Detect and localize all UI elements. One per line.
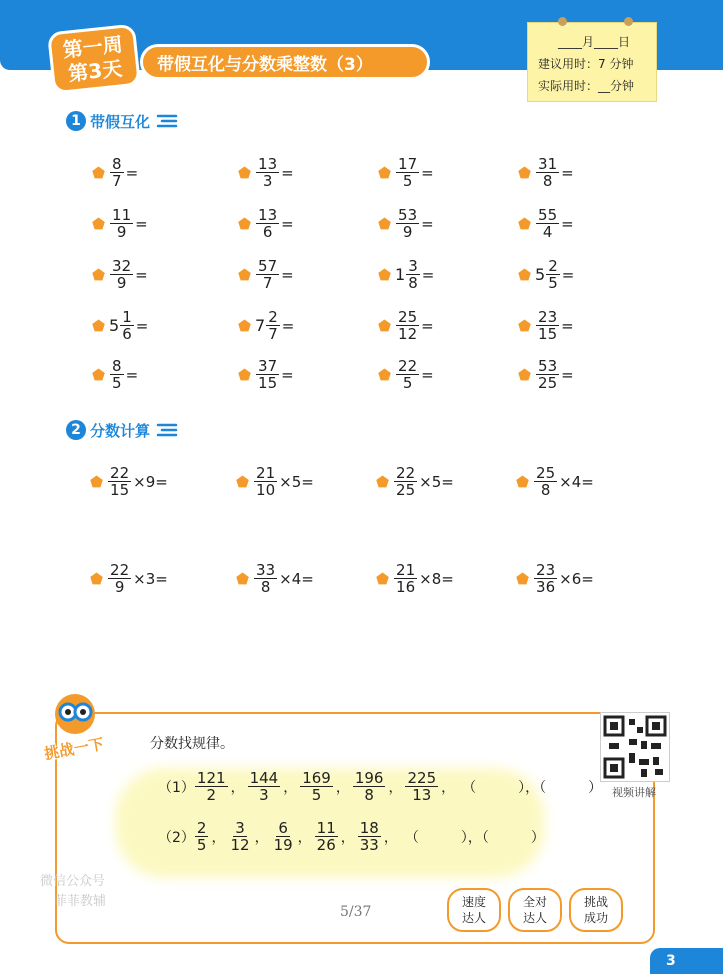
sequence-fraction bbox=[195, 770, 228, 803]
operator: = bbox=[125, 163, 139, 182]
star-icon: ⬟ bbox=[236, 472, 250, 491]
numerator: 23 bbox=[538, 308, 558, 326]
denominator: 9 bbox=[116, 274, 127, 292]
badge-line: 达人 bbox=[461, 911, 486, 925]
sequence-fraction bbox=[405, 770, 438, 803]
star-icon: ⬟ bbox=[238, 214, 252, 233]
star-icon: ⬟ bbox=[516, 569, 530, 588]
sequence-fraction bbox=[248, 770, 281, 803]
separator: ， bbox=[335, 779, 350, 796]
operator: = bbox=[561, 163, 574, 182]
exercise-item bbox=[518, 207, 574, 240]
numerator: 22 bbox=[110, 464, 130, 482]
separator: ， bbox=[297, 829, 312, 846]
denominator: 26 bbox=[316, 836, 336, 854]
star-icon: ⬟ bbox=[92, 316, 106, 335]
numerator: 1 bbox=[122, 308, 132, 326]
operator: = bbox=[421, 365, 434, 384]
denominator: 7 bbox=[112, 172, 122, 190]
exercise-item bbox=[92, 258, 148, 291]
numerator: 8 bbox=[112, 357, 122, 375]
denominator: 5 bbox=[112, 374, 122, 392]
denominator: 36 bbox=[536, 578, 556, 596]
denominator: 16 bbox=[396, 578, 416, 596]
denominator: 25 bbox=[396, 481, 416, 499]
exercise-item bbox=[376, 465, 454, 498]
operator: = bbox=[421, 163, 434, 182]
separator: ， bbox=[230, 779, 245, 796]
exercise-item bbox=[376, 562, 454, 595]
fraction bbox=[256, 156, 279, 189]
operator: = bbox=[135, 316, 149, 335]
exercise-item bbox=[238, 258, 294, 291]
numerator: 25 bbox=[536, 464, 556, 482]
badge-line: 成功 bbox=[583, 911, 608, 925]
denominator: 6 bbox=[122, 325, 132, 343]
star-icon: ⬟ bbox=[378, 163, 392, 182]
numerator: 53 bbox=[398, 206, 418, 224]
whole-number: 1 bbox=[395, 265, 406, 284]
numerator: 23 bbox=[536, 561, 556, 579]
denominator: 8 bbox=[364, 786, 374, 804]
star-icon: ⬟ bbox=[516, 472, 530, 491]
exercise-item bbox=[516, 465, 594, 498]
sequence-fraction bbox=[358, 820, 381, 853]
star-icon: ⬟ bbox=[92, 365, 106, 384]
numerator: 37 bbox=[258, 357, 278, 375]
operator: = bbox=[135, 265, 148, 284]
numerator: 57 bbox=[258, 257, 278, 275]
numerator: 225 bbox=[407, 769, 437, 787]
answer-blanks[interactable]: （ ），（ ） bbox=[404, 829, 545, 846]
exercise-item bbox=[378, 358, 434, 391]
qr-label: 视频讲解 bbox=[612, 786, 656, 799]
sequence-fraction bbox=[272, 820, 295, 853]
numerator: 18 bbox=[359, 819, 379, 837]
denominator: 6 bbox=[262, 223, 273, 241]
exercise-item bbox=[238, 358, 294, 391]
exercise-item bbox=[238, 207, 294, 240]
star-icon: ⬟ bbox=[238, 365, 252, 384]
numerator: 25 bbox=[398, 308, 418, 326]
operator: = bbox=[561, 214, 574, 233]
denominator: 5 bbox=[402, 374, 413, 392]
wave-lines-icon bbox=[156, 422, 178, 438]
numerator: 169 bbox=[302, 769, 331, 787]
badge-line: 速度 bbox=[461, 895, 486, 909]
section-number: 1 bbox=[66, 111, 86, 131]
operator: = bbox=[561, 265, 575, 284]
operator: ×5= bbox=[279, 472, 314, 491]
numerator: 53 bbox=[538, 357, 558, 375]
star-icon: ⬟ bbox=[518, 214, 532, 233]
whole-number: 5 bbox=[535, 265, 546, 284]
numerator: 33 bbox=[256, 561, 276, 579]
qr-code-icon[interactable] bbox=[600, 712, 670, 782]
sequence-fraction bbox=[353, 770, 386, 803]
exercise-item bbox=[236, 465, 314, 498]
fraction bbox=[406, 258, 420, 291]
exercise-item bbox=[238, 309, 294, 342]
exercise-item bbox=[90, 465, 168, 498]
operator: = bbox=[421, 316, 434, 335]
sequence-fraction bbox=[195, 820, 209, 853]
numerator: 17 bbox=[398, 155, 418, 173]
denominator: 15 bbox=[258, 374, 278, 392]
denominator: 13 bbox=[412, 786, 432, 804]
fraction bbox=[534, 465, 557, 498]
exercise-item bbox=[238, 156, 294, 189]
exercise-item bbox=[518, 258, 574, 291]
operator: = bbox=[135, 214, 148, 233]
numerator: 2 bbox=[548, 257, 558, 275]
time-note bbox=[527, 22, 657, 102]
star-icon: ⬟ bbox=[238, 163, 252, 182]
exercise-item bbox=[378, 207, 434, 240]
sequence-fraction bbox=[228, 820, 251, 853]
exercise-item bbox=[378, 156, 434, 189]
numerator: 31 bbox=[538, 155, 558, 173]
fraction bbox=[110, 156, 124, 189]
denominator: 15 bbox=[538, 325, 558, 343]
operator: ×8= bbox=[419, 569, 454, 588]
denominator: 7 bbox=[268, 325, 278, 343]
mascot-icon bbox=[50, 690, 100, 736]
whole-number: 5 bbox=[109, 316, 120, 335]
exercise-item bbox=[518, 156, 574, 189]
numerator: 196 bbox=[354, 769, 384, 787]
operator: = bbox=[421, 214, 434, 233]
day-label: 第3天 bbox=[67, 56, 124, 86]
section-label: 分数计算 bbox=[90, 421, 151, 440]
exercise-item bbox=[378, 258, 434, 291]
denominator: 7 bbox=[262, 274, 273, 292]
section-2-header bbox=[66, 419, 178, 441]
operator: = bbox=[281, 214, 294, 233]
date-field: ____月____日 bbox=[558, 35, 631, 49]
exercise-item bbox=[92, 156, 138, 189]
fraction bbox=[396, 207, 419, 240]
fraction bbox=[546, 258, 560, 291]
fraction bbox=[536, 358, 559, 391]
separator: ， bbox=[388, 779, 403, 796]
section-number: 2 bbox=[66, 420, 86, 440]
numerator: 22 bbox=[396, 464, 416, 482]
fraction bbox=[394, 562, 417, 595]
star-icon: ⬟ bbox=[238, 265, 252, 284]
page-title: 带假互化与分数乘整数（3） bbox=[140, 44, 430, 80]
numerator: 6 bbox=[278, 819, 288, 837]
denominator: 12 bbox=[398, 325, 418, 343]
operator: ×4= bbox=[559, 472, 594, 491]
denominator: 15 bbox=[110, 481, 130, 499]
denominator: 9 bbox=[402, 223, 413, 241]
page-counter: 5/37 bbox=[340, 904, 372, 920]
denominator: 2 bbox=[206, 786, 217, 804]
section-label: 带假互化 bbox=[90, 112, 151, 131]
question-prefix: （2） bbox=[158, 829, 195, 846]
section-1-header bbox=[66, 110, 178, 132]
fraction bbox=[266, 309, 280, 342]
star-icon: ⬟ bbox=[378, 365, 392, 384]
separator: ， bbox=[254, 829, 269, 846]
operator: ×5= bbox=[419, 472, 454, 491]
denominator: 10 bbox=[256, 481, 276, 499]
star-icon: ⬟ bbox=[92, 214, 106, 233]
operator: = bbox=[281, 316, 295, 335]
pin-icon bbox=[558, 17, 567, 26]
star-icon: ⬟ bbox=[518, 163, 532, 182]
question-1 bbox=[158, 770, 602, 803]
challenge-label: 挑战一下 bbox=[42, 734, 106, 764]
badge-all-correct[interactable] bbox=[508, 888, 562, 932]
numerator: 3 bbox=[235, 819, 245, 837]
exercise-item bbox=[236, 562, 314, 595]
denominator: 5 bbox=[311, 786, 322, 804]
star-icon: ⬟ bbox=[92, 265, 106, 284]
denominator: 33 bbox=[359, 836, 379, 854]
star-icon: ⬟ bbox=[90, 472, 104, 491]
star-icon: ⬟ bbox=[238, 316, 252, 335]
fraction bbox=[120, 309, 134, 342]
numerator: 2 bbox=[196, 819, 207, 837]
star-icon: ⬟ bbox=[90, 569, 104, 588]
exercise-item bbox=[516, 562, 594, 595]
denominator: 25 bbox=[538, 374, 558, 392]
watermark-line: 菲菲教辅 bbox=[54, 894, 107, 909]
fraction bbox=[256, 207, 279, 240]
numerator: 3 bbox=[408, 257, 418, 275]
question-2 bbox=[158, 820, 545, 853]
denominator: 5 bbox=[548, 274, 558, 292]
badge-line: 挑战 bbox=[583, 895, 608, 909]
fraction bbox=[256, 358, 279, 391]
star-icon: ⬟ bbox=[518, 365, 532, 384]
denominator: 8 bbox=[408, 274, 418, 292]
exercise-item bbox=[92, 207, 148, 240]
week-day-badge bbox=[47, 24, 141, 95]
fraction bbox=[396, 358, 419, 391]
exercise-item bbox=[92, 309, 148, 342]
operator: = bbox=[561, 316, 574, 335]
operator: = bbox=[125, 365, 139, 384]
numerator: 21 bbox=[256, 464, 276, 482]
separator: ， bbox=[283, 779, 298, 796]
numerator: 11 bbox=[112, 206, 132, 224]
fraction bbox=[396, 156, 419, 189]
fraction bbox=[394, 465, 417, 498]
denominator: 19 bbox=[273, 836, 293, 854]
sequence-fraction bbox=[300, 770, 333, 803]
denominator: 3 bbox=[262, 172, 273, 190]
star-icon: ⬟ bbox=[518, 265, 532, 284]
operator: ×3= bbox=[133, 569, 168, 588]
denominator: 9 bbox=[114, 578, 125, 596]
numerator: 11 bbox=[316, 819, 336, 837]
fraction bbox=[110, 207, 133, 240]
numerator: 121 bbox=[196, 769, 226, 787]
numerator: 21 bbox=[396, 561, 416, 579]
fraction bbox=[534, 562, 557, 595]
fraction bbox=[536, 207, 559, 240]
star-icon: ⬟ bbox=[92, 163, 106, 182]
operator: = bbox=[281, 163, 294, 182]
fraction bbox=[108, 465, 131, 498]
exercise-item bbox=[92, 358, 138, 391]
denominator: 8 bbox=[260, 578, 271, 596]
numerator: 144 bbox=[249, 769, 279, 787]
fraction bbox=[396, 309, 419, 342]
star-icon: ⬟ bbox=[376, 472, 390, 491]
denominator: 5 bbox=[196, 836, 207, 854]
watermark bbox=[40, 872, 106, 912]
star-icon: ⬟ bbox=[236, 569, 250, 588]
denominator: 9 bbox=[116, 223, 127, 241]
exercise-item bbox=[90, 562, 168, 595]
whole-number: 7 bbox=[255, 316, 266, 335]
operator: = bbox=[421, 265, 435, 284]
fraction bbox=[108, 562, 131, 595]
operator: ×6= bbox=[559, 569, 594, 588]
denominator: 8 bbox=[542, 172, 553, 190]
denominator: 12 bbox=[230, 836, 250, 854]
operator: ×9= bbox=[133, 472, 168, 491]
star-icon: ⬟ bbox=[376, 569, 390, 588]
numerator: 22 bbox=[398, 357, 418, 375]
numerator: 22 bbox=[110, 561, 130, 579]
challenge-instruction: 分数找规律。 bbox=[150, 736, 234, 752]
exercise-item bbox=[518, 358, 574, 391]
page-number: 3 bbox=[650, 948, 723, 974]
fraction bbox=[536, 309, 559, 342]
badge-challenge-success[interactable] bbox=[569, 888, 623, 932]
operator: = bbox=[281, 265, 294, 284]
separator: ， bbox=[383, 829, 398, 846]
badge-line: 全对 bbox=[522, 895, 547, 909]
fraction bbox=[110, 358, 124, 391]
numerator: 2 bbox=[268, 308, 278, 326]
denominator: 4 bbox=[542, 223, 553, 241]
denominator: 8 bbox=[540, 481, 551, 499]
fraction bbox=[110, 258, 133, 291]
badge-line: 达人 bbox=[522, 911, 547, 925]
separator: ， bbox=[340, 829, 355, 846]
operator: ×4= bbox=[279, 569, 314, 588]
exercise-item bbox=[518, 309, 574, 342]
numerator: 13 bbox=[258, 155, 278, 173]
numerator: 8 bbox=[112, 155, 122, 173]
fraction bbox=[254, 465, 277, 498]
numerator: 13 bbox=[258, 206, 278, 224]
badge-speed[interactable] bbox=[447, 888, 501, 932]
wave-lines-icon bbox=[156, 113, 178, 129]
separator: ， bbox=[441, 779, 456, 796]
actual-time: 实际用时：__分钟 bbox=[538, 79, 635, 93]
fraction bbox=[254, 562, 277, 595]
exercise-item bbox=[378, 309, 434, 342]
numerator: 32 bbox=[112, 257, 132, 275]
star-icon: ⬟ bbox=[378, 316, 392, 335]
star-icon: ⬟ bbox=[518, 316, 532, 335]
sequence-fraction bbox=[315, 820, 338, 853]
question-prefix: （1） bbox=[158, 779, 195, 796]
week-label: 第一周 bbox=[61, 31, 124, 63]
denominator: 3 bbox=[259, 786, 269, 804]
denominator: 5 bbox=[402, 172, 413, 190]
separator: ， bbox=[211, 829, 226, 846]
watermark-line: 微信公众号 bbox=[40, 874, 106, 889]
numerator: 55 bbox=[538, 206, 558, 224]
answer-blanks[interactable]: （ ），（ ） bbox=[462, 779, 603, 796]
suggested-time: 建议用时：7 分钟 bbox=[538, 57, 634, 71]
fraction bbox=[536, 156, 559, 189]
star-icon: ⬟ bbox=[378, 214, 392, 233]
operator: = bbox=[561, 365, 574, 384]
fraction bbox=[256, 258, 279, 291]
star-icon: ⬟ bbox=[378, 265, 392, 284]
operator: = bbox=[281, 365, 294, 384]
pin-icon bbox=[624, 17, 633, 26]
